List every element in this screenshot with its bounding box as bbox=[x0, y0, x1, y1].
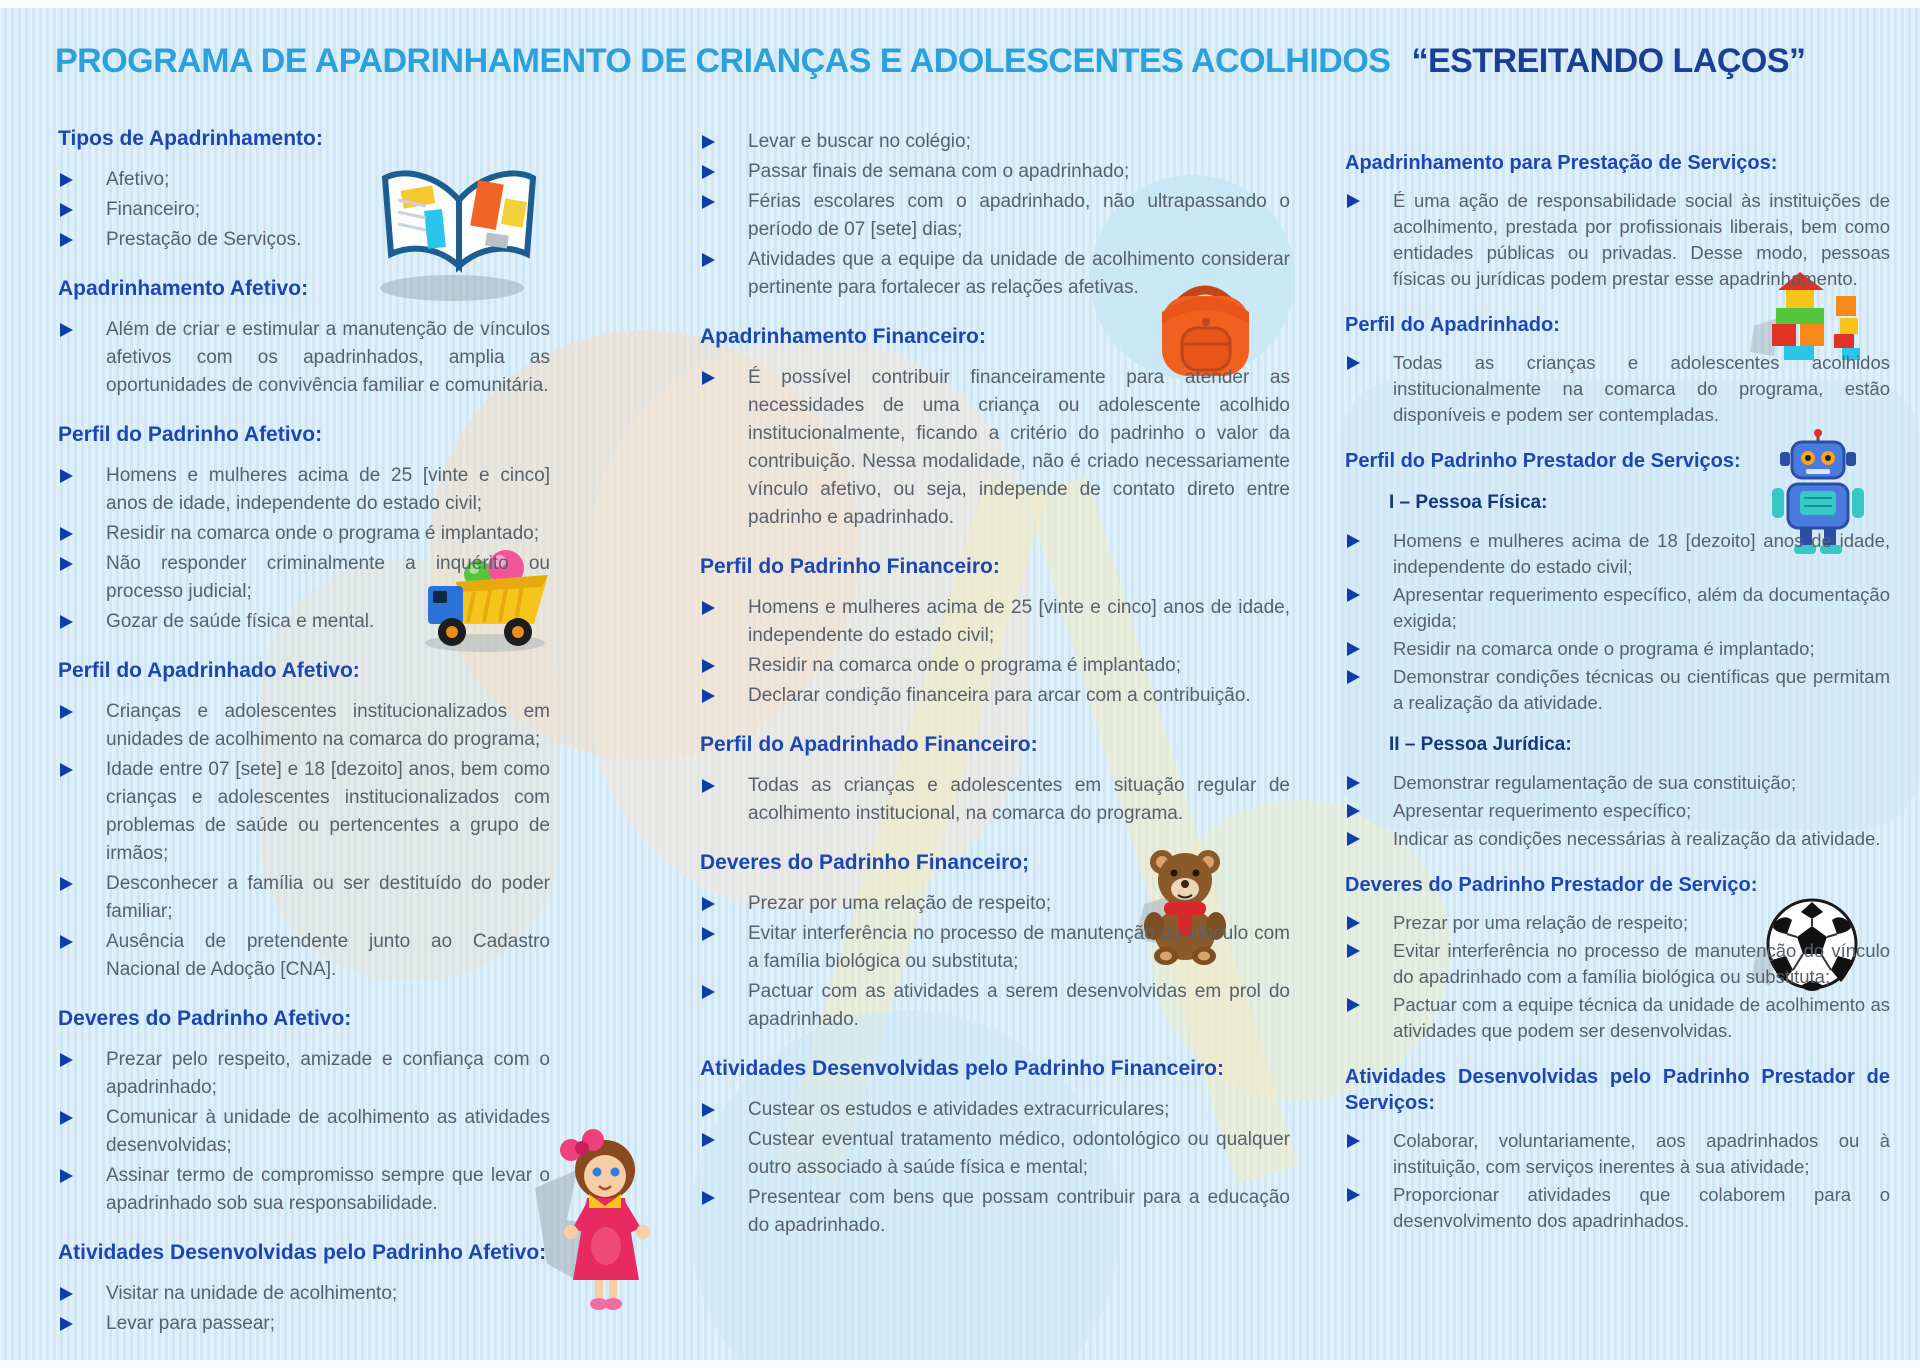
bullet-item bbox=[58, 226, 550, 254]
bullet-arrow-icon bbox=[702, 779, 715, 793]
bullet-item-text: Férias escolares com o apadrinhado, não ultrapassando o período de 07 [sete] dias; bbox=[748, 191, 1290, 240]
bullet-item bbox=[700, 890, 1290, 918]
bullet-arrow-icon bbox=[1347, 998, 1360, 1012]
bullet-item bbox=[58, 462, 550, 518]
section-heading: Deveres do Padrinho Prestador de Serviço: bbox=[1345, 874, 1758, 896]
section bbox=[58, 126, 550, 254]
bullet-item-text: Todas as crianças e adolescentes em situação regular de acolhimento institucional, na comarca do programa. bbox=[748, 775, 1290, 824]
bullet-item bbox=[1345, 910, 1890, 936]
bullet-item bbox=[1345, 636, 1890, 662]
bullet-arrow-icon bbox=[60, 877, 73, 891]
bullet-item bbox=[58, 1280, 550, 1308]
bullet-item bbox=[1345, 350, 1890, 428]
bullet-item bbox=[700, 364, 1290, 532]
column-prestacao-de-servicos bbox=[1345, 130, 1890, 1236]
section bbox=[58, 422, 550, 636]
bullet-item bbox=[1345, 798, 1890, 824]
bullet-arrow-icon bbox=[1347, 588, 1360, 602]
bullet-item-text: Atividades que a equipe da unidade de acolhimento considerar pertinente para fortalecer as relações afetivas. bbox=[748, 249, 1290, 298]
bullet-item bbox=[58, 870, 550, 926]
bullet-item-text: Apresentar requerimento específico; bbox=[1393, 800, 1692, 821]
bullet-item bbox=[700, 188, 1290, 244]
bullet-item-text: Gozar de saúde física e mental. bbox=[106, 611, 375, 632]
bullet-item-text: Afetivo; bbox=[106, 169, 170, 190]
section bbox=[700, 732, 1290, 828]
bullet-item-text: Prezar por uma relação de respeito; bbox=[748, 893, 1052, 914]
bullet-item-text: Não responder criminalmente a inquérito ou processo judicial; bbox=[106, 553, 550, 602]
bullet-arrow-icon bbox=[1347, 916, 1360, 930]
bullet-item bbox=[700, 652, 1290, 680]
bullet-item bbox=[1345, 582, 1890, 634]
bullet-item-text: É uma ação de responsabilidade social às instituições de acolhimento, prestada por profissionais liberais, bem como entidades públicas ou privadas. Desse modo, pessoas físicas ou jurídicas podem prestar esse apadrinhamento. bbox=[1393, 190, 1890, 289]
bullet-item-text: Assinar termo de compromisso sempre que levar o apadrinhado sob sua responsabilidade. bbox=[106, 1165, 550, 1214]
column-apadrinhamento-afetivo bbox=[58, 126, 550, 1340]
section bbox=[700, 850, 1290, 1034]
bullet-item-text: Demonstrar regulamentação de sua constituição; bbox=[1393, 772, 1797, 793]
bullet-item bbox=[58, 698, 550, 754]
bullet-item-text: Pactuar com as atividades a serem desenvolvidas em prol do apadrinhado. bbox=[748, 981, 1290, 1030]
bullet-item-text: Ausência de pretendente junto ao Cadastro Nacional de Adoção [CNA]. bbox=[106, 931, 550, 980]
bullet-arrow-icon bbox=[60, 233, 73, 247]
bullet-arrow-icon bbox=[60, 1287, 73, 1301]
bullet-item bbox=[1345, 770, 1890, 796]
section-heading: Tipos de Apadrinhamento: bbox=[58, 127, 323, 150]
bullet-arrow-icon bbox=[1347, 356, 1360, 370]
bullet-item-text: Levar para passear; bbox=[106, 1313, 275, 1334]
section-heading: Perfil do Apadrinhado: bbox=[1345, 314, 1560, 336]
bullet-item bbox=[700, 772, 1290, 828]
bullet-arrow-icon bbox=[60, 323, 73, 337]
bullet-arrow-icon bbox=[1347, 194, 1360, 208]
bullet-item-text: É possível contribuir financeiramente para atender as necessidades de uma criança ou adolescente acolhido institucionalmente, ficando a critério do padrinho o valor da contribuição. Nessa modalidade, não é criado necessariamente vínculo afetivo, ou seja, independe de contato direto entre padrinho e apadrinhado. bbox=[748, 367, 1290, 528]
page-title-main: PROGRAMA DE APADRINHAMENTO DE CRIANÇAS E ADOLESCENTES ACOLHIDOS bbox=[55, 42, 1391, 80]
section bbox=[1345, 150, 1890, 292]
bullet-item bbox=[1345, 938, 1890, 990]
page-title-quoted: “ESTREITANDO LAÇOS” bbox=[1411, 42, 1806, 80]
section-heading: Perfil do Padrinho Financeiro: bbox=[700, 555, 1000, 578]
bullet-arrow-icon bbox=[1347, 832, 1360, 846]
bullet-item-text: Pactuar com a equipe técnica da unidade de acolhimento as atividades que podem ser desenvolvidas. bbox=[1393, 994, 1890, 1041]
section-heading: Perfil do Apadrinhado Financeiro: bbox=[700, 733, 1038, 756]
bullet-arrow-icon bbox=[1347, 776, 1360, 790]
bullet-item-text: Custear eventual tratamento médico, odontológico ou qualquer outro associado à saúde física e mental; bbox=[748, 1129, 1290, 1178]
bullet-arrow-icon bbox=[702, 1133, 715, 1147]
bullet-arrow-icon bbox=[60, 173, 73, 187]
bullet-item-text: Crianças e adolescentes institucionalizados em unidades de acolhimento na comarca do programa; bbox=[106, 701, 550, 750]
section-heading: Atividades Desenvolvidas pelo Padrinho Prestador de Serviços: bbox=[1345, 1066, 1890, 1114]
bullet-item bbox=[700, 158, 1290, 186]
bullet-arrow-icon bbox=[60, 705, 73, 719]
bullet-item bbox=[1345, 664, 1890, 716]
bullet-item-text: Apresentar requerimento específico, além da documentação exigida; bbox=[1393, 584, 1890, 631]
bullet-item bbox=[700, 246, 1290, 302]
bullet-item bbox=[700, 594, 1290, 650]
bullet-item bbox=[58, 520, 550, 548]
bullet-item-text: Prezar pelo respeito, amizade e confiança com o apadrinhado; bbox=[106, 1049, 550, 1098]
bullet-item-text: Todas as crianças e adolescentes acolhidos institucionalmente na comarca do programa, estão disponíveis e podem ser contempladas. bbox=[1393, 352, 1890, 425]
bullet-item bbox=[700, 128, 1290, 156]
bullet-item-text: Declarar condição financeira para arcar com a contribuição. bbox=[748, 685, 1251, 706]
bullet-item bbox=[700, 1096, 1290, 1124]
bullet-arrow-icon bbox=[1347, 1188, 1360, 1202]
bullet-item bbox=[1345, 188, 1890, 292]
bullet-item-text: Além de criar e estimular a manutenção de vínculos afetivos com os apadrinhados, amplia as oportunidades de convivência familiar e comunitária. bbox=[106, 319, 550, 396]
bullet-item bbox=[700, 920, 1290, 976]
section bbox=[1345, 1064, 1890, 1234]
bullet-item bbox=[58, 550, 550, 606]
bullet-item bbox=[700, 682, 1290, 710]
bullet-item bbox=[58, 316, 550, 400]
bullet-item-text: Residir na comarca onde o programa é implantado; bbox=[106, 523, 540, 544]
section bbox=[58, 276, 550, 400]
bullet-arrow-icon bbox=[60, 763, 73, 777]
bullet-arrow-icon bbox=[702, 253, 715, 267]
section-heading: Deveres do Padrinho Financeiro; bbox=[700, 851, 1030, 874]
bullet-item bbox=[58, 608, 550, 636]
section bbox=[1345, 872, 1890, 1044]
bullet-arrow-icon bbox=[702, 897, 715, 911]
bullet-item bbox=[58, 196, 550, 224]
bullet-arrow-icon bbox=[60, 557, 73, 571]
column-apadrinhamento-financeiro bbox=[700, 128, 1290, 1242]
bullet-arrow-icon bbox=[1347, 670, 1360, 684]
bullet-item-text: Custear os estudos e atividades extracurriculares; bbox=[748, 1099, 1170, 1120]
bullet-item-text: Passar finais de semana com o apadrinhado; bbox=[748, 161, 1130, 182]
bullet-arrow-icon bbox=[1347, 1134, 1360, 1148]
page-title bbox=[55, 42, 1806, 81]
bullet-arrow-icon bbox=[702, 371, 715, 385]
bullet-item-text: Evitar interferência no processo de manutenção do vínculo com a família biológica ou substituta; bbox=[748, 923, 1290, 972]
bullet-arrow-icon bbox=[702, 689, 715, 703]
bullet-arrow-icon bbox=[1347, 804, 1360, 818]
section bbox=[58, 1240, 550, 1338]
section bbox=[58, 658, 550, 984]
bullet-item bbox=[1345, 528, 1890, 580]
subsection-heading: I – Pessoa Física: bbox=[1389, 492, 1548, 513]
section bbox=[58, 1006, 550, 1218]
bullet-arrow-icon bbox=[702, 927, 715, 941]
bullet-item-text: Prezar por uma relação de respeito; bbox=[1393, 912, 1689, 933]
bullet-arrow-icon bbox=[60, 615, 73, 629]
bullet-arrow-icon bbox=[702, 165, 715, 179]
bullet-arrow-icon bbox=[1347, 534, 1360, 548]
section-heading: Perfil do Apadrinhado Afetivo: bbox=[58, 659, 360, 682]
bullet-arrow-icon bbox=[702, 985, 715, 999]
bullet-arrow-icon bbox=[702, 601, 715, 615]
bullet-arrow-icon bbox=[60, 469, 73, 483]
bullet-arrow-icon bbox=[1347, 642, 1360, 656]
bullet-arrow-icon bbox=[702, 195, 715, 209]
bullet-arrow-icon bbox=[60, 203, 73, 217]
section-heading: Perfil do Padrinho Prestador de Serviços: bbox=[1345, 450, 1741, 472]
bullet-arrow-icon bbox=[60, 1111, 73, 1125]
bullet-item-text: Demonstrar condições técnicas ou científicas que permitam a realização da atividade. bbox=[1393, 666, 1890, 713]
bullet-item bbox=[1345, 826, 1890, 852]
bullet-arrow-icon bbox=[60, 1317, 73, 1331]
section-heading: Atividades Desenvolvidas pelo Padrinho Financeiro: bbox=[700, 1057, 1224, 1080]
bullet-item-text: Homens e mulheres acima de 25 [vinte e cinco] anos de idade, independente do estado civil; bbox=[748, 597, 1290, 646]
bullet-item bbox=[700, 1126, 1290, 1182]
bullet-item-text: Homens e mulheres acima de 18 [dezoito] anos de idade, independente do estado civil; bbox=[1393, 530, 1890, 577]
bullet-item bbox=[58, 756, 550, 868]
bullet-arrow-icon bbox=[60, 527, 73, 541]
bullet-arrow-icon bbox=[702, 659, 715, 673]
bullet-item-text: Residir na comarca onde o programa é implantado; bbox=[1393, 638, 1815, 659]
bullet-item bbox=[58, 1162, 550, 1218]
bullet-arrow-icon bbox=[702, 1191, 715, 1205]
section-heading: Apadrinhamento para Prestação de Serviços: bbox=[1345, 152, 1778, 174]
section bbox=[700, 554, 1290, 710]
section-heading: Deveres do Padrinho Afetivo: bbox=[58, 1007, 352, 1030]
scan-edge-bottom bbox=[0, 1360, 1920, 1368]
bullet-arrow-icon bbox=[60, 935, 73, 949]
bullet-item bbox=[1345, 992, 1890, 1044]
bullet-item-text: Visitar na unidade de acolhimento; bbox=[106, 1283, 398, 1304]
section bbox=[1345, 448, 1890, 852]
bullet-item bbox=[58, 1104, 550, 1160]
bullet-item-text: Desconhecer a família ou ser destituído do poder familiar; bbox=[106, 873, 550, 922]
section-heading: Apadrinhamento Afetivo: bbox=[58, 277, 309, 300]
bullet-item-text: Colaborar, voluntariamente, aos apadrinhados ou à instituição, com serviços inerentes à sua atividade; bbox=[1393, 1130, 1890, 1177]
section bbox=[700, 128, 1290, 302]
bullet-item-text: Residir na comarca onde o programa é implantado; bbox=[748, 655, 1182, 676]
bullet-item-text: Financeiro; bbox=[106, 199, 200, 220]
section bbox=[700, 1056, 1290, 1240]
bullet-item bbox=[700, 1184, 1290, 1240]
bullet-item bbox=[58, 928, 550, 984]
bullet-item bbox=[58, 1046, 550, 1102]
bullet-item-text: Prestação de Serviços. bbox=[106, 229, 302, 250]
section-heading: Atividades Desenvolvidas pelo Padrinho Afetivo: bbox=[58, 1241, 547, 1264]
bullet-item bbox=[1345, 1128, 1890, 1180]
bullet-item-text: Presentear com bens que possam contribuir para a educação do apadrinhado. bbox=[748, 1187, 1290, 1236]
bullet-arrow-icon bbox=[60, 1169, 73, 1183]
bullet-item-text: Homens e mulheres acima de 25 [vinte e cinco] anos de idade, independente do estado civil; bbox=[106, 465, 550, 514]
bullet-item bbox=[1345, 1182, 1890, 1234]
bullet-arrow-icon bbox=[702, 1103, 715, 1117]
section-heading: Perfil do Padrinho Afetivo: bbox=[58, 423, 323, 446]
scan-edge-top bbox=[0, 0, 1920, 8]
bullet-item bbox=[700, 978, 1290, 1034]
section bbox=[1345, 312, 1890, 428]
bullet-item bbox=[58, 166, 550, 194]
bullet-item-text: Comunicar à unidade de acolhimento as atividades desenvolvidas; bbox=[106, 1107, 550, 1156]
bullet-item-text: Evitar interferência no processo de manutenção do vínculo do apadrinhado com a família biológica ou substituta; bbox=[1393, 940, 1890, 987]
bullet-item-text: Proporcionar atividades que colaborem para o desenvolvimento dos apadrinhados. bbox=[1393, 1184, 1890, 1231]
bullet-item-text: Indicar as condições necessárias à realização da atividade. bbox=[1393, 828, 1881, 849]
subsection-heading: II – Pessoa Jurídica: bbox=[1389, 734, 1572, 755]
bullet-arrow-icon bbox=[60, 1053, 73, 1067]
section-heading: Apadrinhamento Financeiro: bbox=[700, 325, 986, 348]
bullet-item-text: Idade entre 07 [sete] e 18 [dezoito] anos, bem como crianças e adolescentes institucionalizados com problemas de saúde ou pertencentes a grupo de irmãos; bbox=[106, 759, 550, 864]
section bbox=[700, 324, 1290, 532]
bullet-arrow-icon bbox=[1347, 944, 1360, 958]
bullet-item bbox=[58, 1310, 550, 1338]
bullet-item-text: Levar e buscar no colégio; bbox=[748, 131, 971, 152]
bullet-arrow-icon bbox=[702, 135, 715, 149]
